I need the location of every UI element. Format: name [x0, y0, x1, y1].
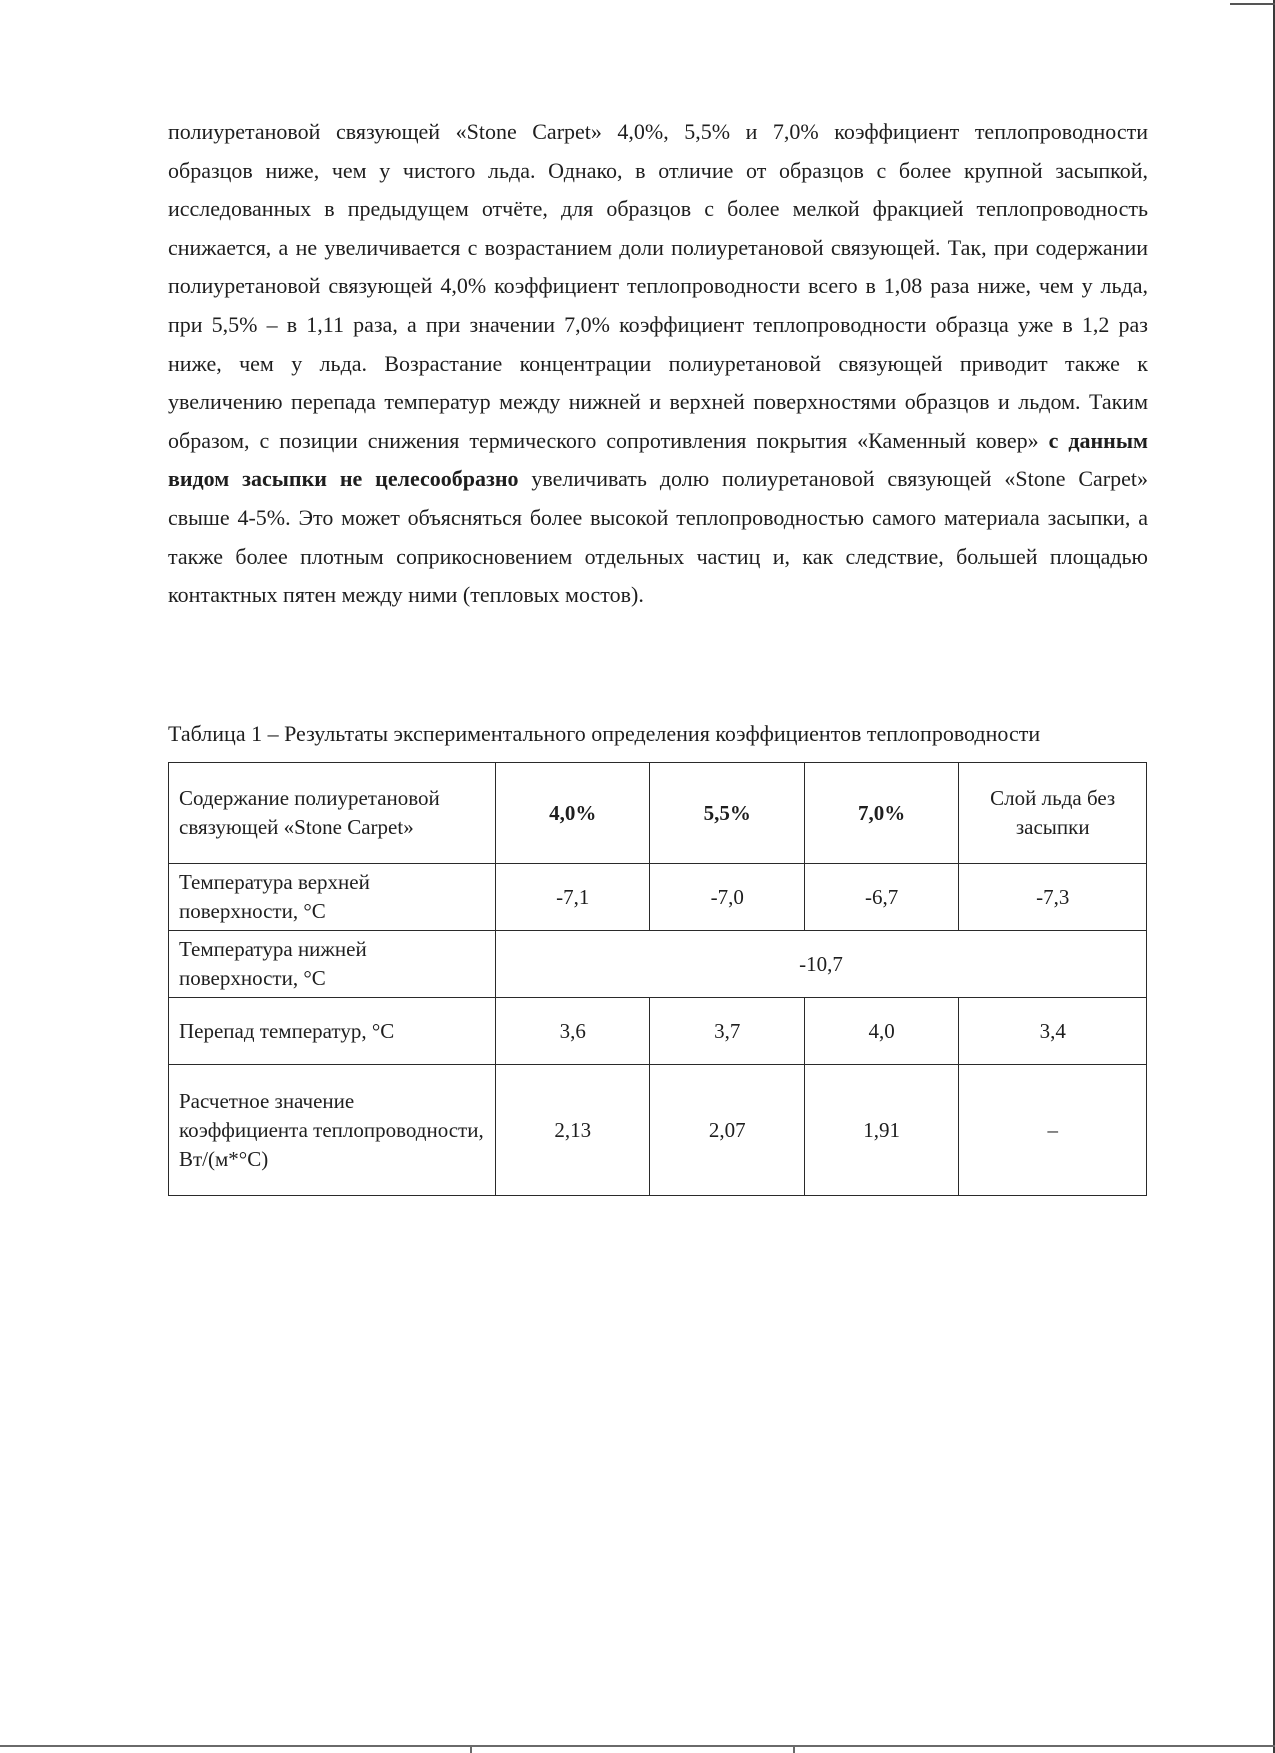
table-cell: – [959, 1065, 1147, 1196]
row-param-cell: Температура верхней поверхности, °С [169, 864, 496, 931]
header-col-5-5: 5,5% [650, 763, 804, 864]
scan-bottom-edge [0, 1745, 1275, 1747]
header-col-4-0: 4,0% [496, 763, 650, 864]
header-param-cell: Содержание полиуретановой связующей «Stone Carpet» [169, 763, 496, 864]
scan-bottom-tick [470, 1745, 472, 1753]
table-cell: 4,0 [804, 998, 958, 1065]
table-cell: 1,91 [804, 1065, 958, 1196]
table-cell: -6,7 [804, 864, 958, 931]
scan-corner-mark [1230, 3, 1275, 5]
table-cell: 3,6 [496, 998, 650, 1065]
table-header-row [169, 763, 1147, 864]
table-row [169, 1065, 1147, 1196]
table-row [169, 931, 1147, 998]
row-param-cell: Расчетное значение коэффициента теплопроводности, Вт/(м*°С) [169, 1065, 496, 1196]
table-cell: -7,3 [959, 864, 1147, 931]
row-param-cell: Температура нижней поверхности, °С [169, 931, 496, 998]
table-cell: 3,7 [650, 998, 804, 1065]
table-cell: 2,13 [496, 1065, 650, 1196]
table-caption: Таблица 1 – Результаты экспериментального определения коэффициентов теплопроводности [168, 721, 1041, 746]
row-param-cell: Перепад температур, °С [169, 998, 496, 1065]
paragraph-part-2: увеличивать долю полиуретановой связующей «Stone Carpet» свыше 4-5%. Это может объясняться более высокой теплопроводностью самого материала засыпки, а также более плотным соприкосновением отдельных частиц и, как следствие, большей площадью контактных пятен между ними (тепловых мостов). [168, 466, 1148, 608]
body-paragraph [168, 113, 1148, 615]
header-col-ice: Слой льда без засыпки [959, 763, 1147, 864]
table-cell: 2,07 [650, 1065, 804, 1196]
table-row [169, 998, 1147, 1065]
header-col-7-0: 7,0% [804, 763, 958, 864]
paragraph-bold-phrase: с данным видом засыпки не целесообразно [168, 427, 1149, 492]
scan-bottom-tick [793, 1745, 795, 1753]
merged-cell: -10,7 [496, 931, 1147, 998]
table-cell: -7,0 [650, 864, 804, 931]
table-row [169, 864, 1147, 931]
results-table [168, 762, 1147, 1196]
paragraph-part-1: полиуретановой связующей «Stone Carpet» 4,0%, 5,5% и 7,0% коэффициент теплопроводности образцов ниже, чем у чистого льда. Однако, в отличие от образцов с более крупной засыпкой, исследованных в предыдущем отчёте, для образцов с более мелкой фракцией теплопроводность снижается, а не увеличивается с возрастанием доли полиуретановой связующей. Так, при содержании полиуретановой связующей 4,0% коэффициент теплопроводности всего в 1,08 раза ниже, чем у льда, при 5,5% – в 1,11 раза, а при значении 7,0% коэффициент теплопроводности образца уже в 1,2 раз ниже, чем у льда. Возрастание концентрации полиуретановой связующей приводит также к увеличению перепада температур между нижней и верхней поверхностями образцов и льдом. Таким образом, с позиции снижения термического сопротивления покрытия «Каменный ковер» [168, 119, 1148, 453]
table-cell: 3,4 [959, 998, 1147, 1065]
table-cell: -7,1 [496, 864, 650, 931]
